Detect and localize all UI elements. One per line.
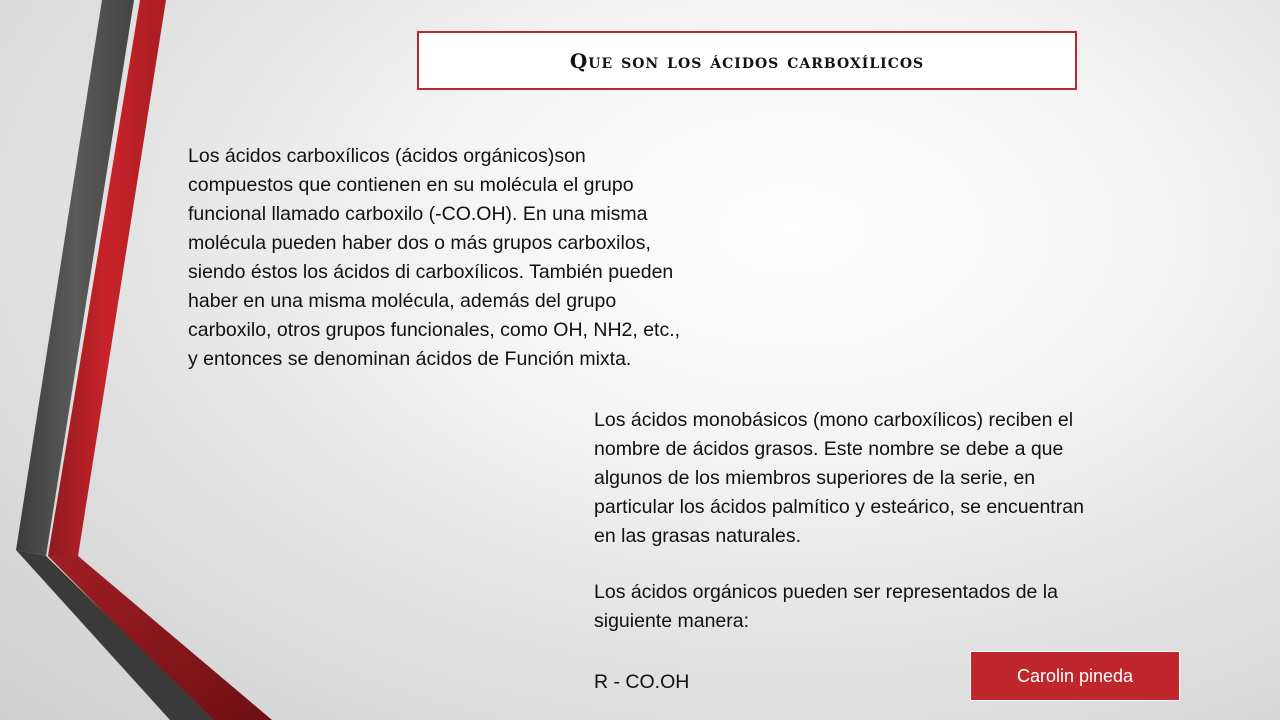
- slide-title: Que son los ácidos carboxílicos: [569, 48, 925, 73]
- formula-text: R - CO.OH: [594, 671, 690, 693]
- author-badge: [970, 651, 1180, 701]
- author-name: Carolin pineda: [1016, 665, 1134, 686]
- paragraph-fatty-acids: Los ácidos monobásicos (mono carboxílicos) reciben el nombre de ácidos grasos. Este nombre se debe a que algunos de los miembros superiores de la serie, en particular los ácidos palmítico y esteárico, se encuentran en las grasas naturales.: [594, 409, 1084, 547]
- paragraph-representation: Los ácidos orgánicos pueden ser representados de la siguiente manera:: [594, 581, 1058, 632]
- slide-title-box: [417, 31, 1077, 90]
- gray-lower-stripe: [16, 550, 214, 720]
- paragraph-definition: Los ácidos carboxílicos (ácidos orgánicos)son compuestos que contienen en su molécula el grupo funcional llamado carboxilo (-CO.OH). En una misma molécula pueden haber dos o más grupos carboxilos, siendo éstos los ácidos di carboxílicos. También pueden haber en una misma molécula, además del grupo carboxilo, otros grupos funcionales, como OH, NH2, etc., y entonces se denominan ácidos de Función mixta.: [188, 145, 681, 370]
